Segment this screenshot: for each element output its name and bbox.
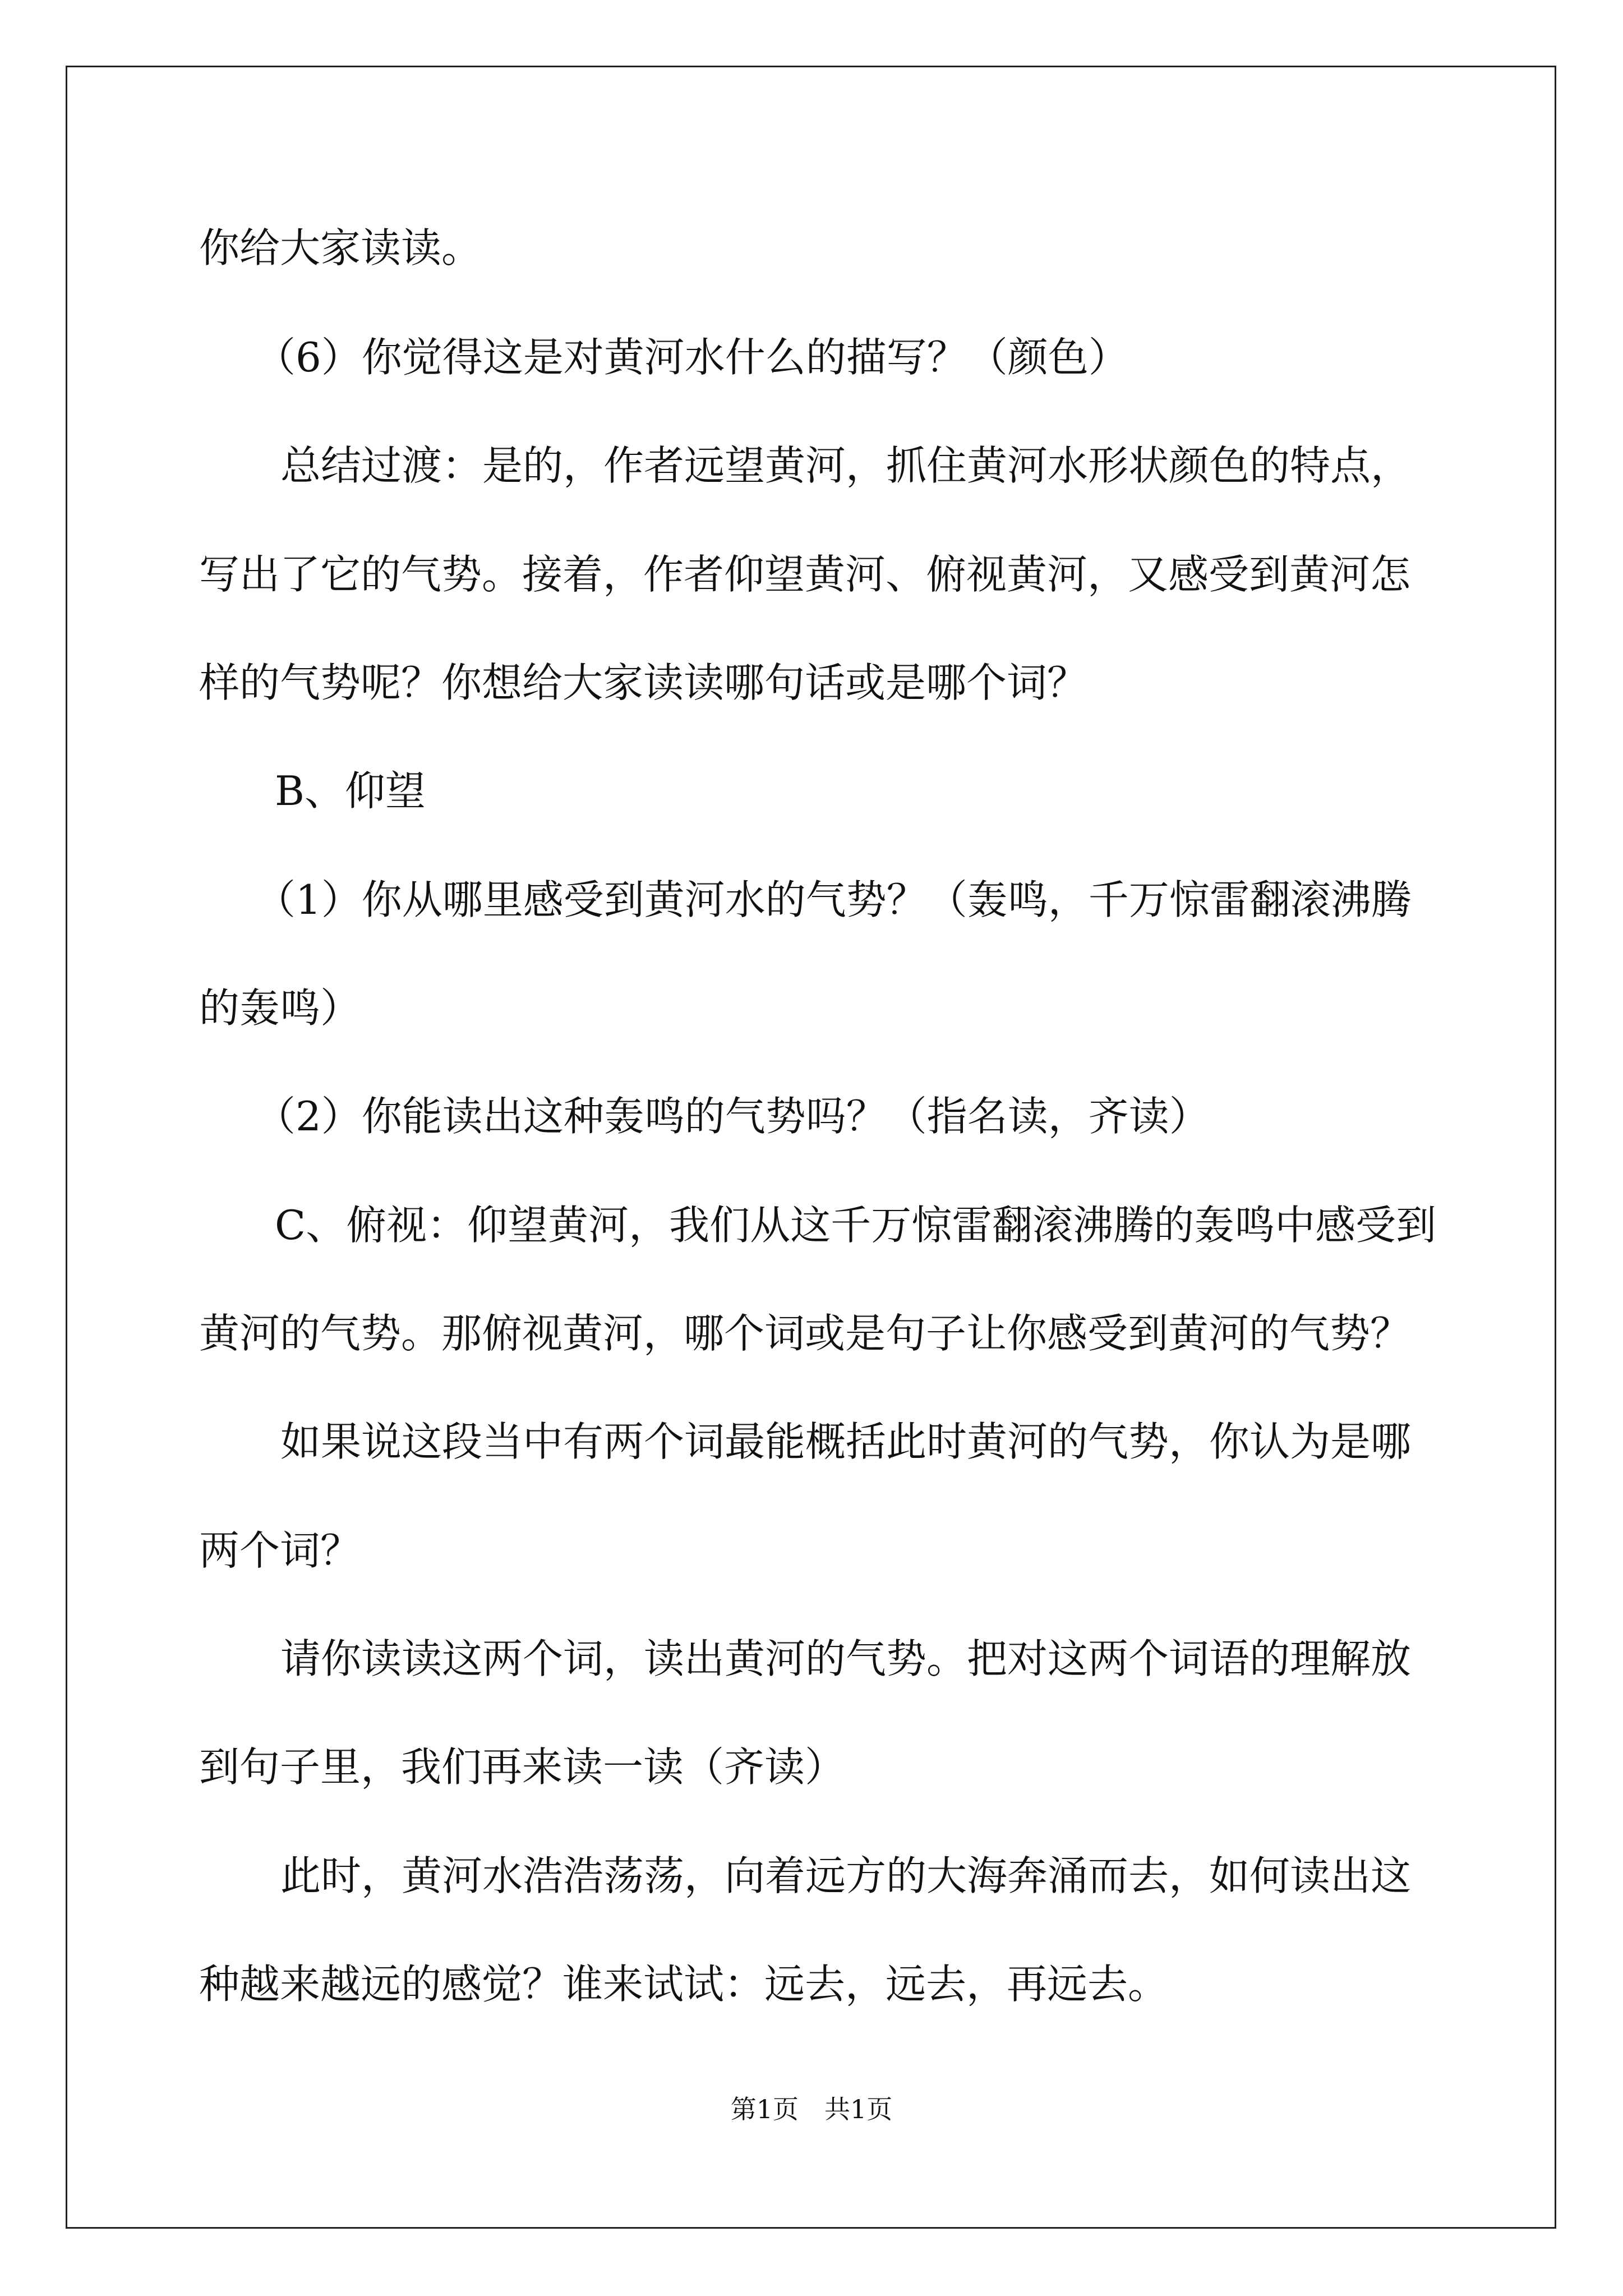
text-line: 到句子里，我们再来读一读（齐读） — [199, 1743, 846, 1791]
text-line: 如果说这段当中有两个词最能概括此时黄河的气势，你认为是哪 — [280, 1418, 1412, 1465]
text-line: 黄河的气势。那俯视黄河，哪个词或是句子让你感受到黄河的气势？ — [199, 1310, 1411, 1357]
text-line: 总结过渡：是的，作者远望黄河，抓住黄河水形状颜色的特点， — [280, 442, 1412, 489]
text-line: B、仰望 — [275, 767, 426, 815]
text-line: （1）你从哪里感受到黄河水的气势？（轰鸣，千万惊雷翻滚沸腾 — [255, 876, 1412, 923]
text-line: （6）你觉得这是对黄河水什么的描写？（颜色） — [255, 334, 1129, 381]
text-line: （2）你能读出这种轰鸣的气势吗？（指名读，齐读） — [255, 1093, 1210, 1140]
text-line: 写出了它的气势。接着，作者仰望黄河、俯视黄河，又感受到黄河怎 — [199, 551, 1411, 598]
text-line: 你给大家读读。 — [199, 224, 482, 272]
text-line: 种越来越远的感觉？谁来试试：远去，远去，再远去。 — [199, 1961, 1169, 2008]
text-line: 请你读读这两个词，读出黄河的气势。把对这两个词语的理解放 — [280, 1635, 1412, 1682]
text-line: C、俯视：仰望黄河，我们从这千万惊雷翻滚沸腾的轰鸣中感受到 — [275, 1202, 1437, 1249]
text-line: 此时，黄河水浩浩荡荡，向着远方的大海奔涌而去，如何读出这 — [280, 1852, 1412, 1899]
text-line: 两个词？ — [199, 1527, 361, 1574]
text-line: 的轰鸣） — [199, 984, 361, 1032]
page-border — [66, 66, 1556, 2229]
page-number-footer: 第1页 共1页 — [730, 2094, 893, 2124]
text-line: 样的气势呢？你想给大家读读哪句话或是哪个词？ — [199, 659, 1088, 706]
